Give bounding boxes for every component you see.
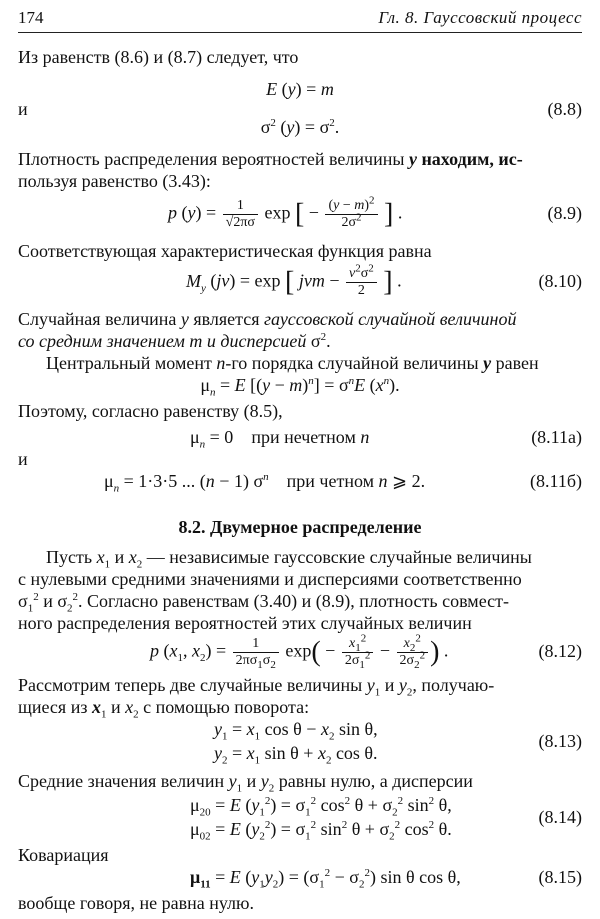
equation-odd-moment: $\mu_n = 0$ при нечетном n	[190, 427, 370, 451]
paragraph-line: Рассмотрим теперь две случайные величины $y_1$ и $y_2$, получаю-	[18, 675, 495, 699]
equation-number: (8.11a)	[531, 427, 582, 447]
paragraph-line: щиеся из $x_1$ и $x_2$ с помощью поворота:	[18, 697, 310, 721]
equation-rotation-1: $y_1 = x_1$ $\cos \theta - x_2$ sin θ,	[214, 719, 378, 743]
equation-number: (8.14)	[538, 807, 582, 827]
paragraph-line: Средние значения величин $y_1$ и $y_2$ равны нулю, а дисперсии	[18, 771, 473, 795]
equation-number: (8.9)	[547, 203, 582, 223]
conjunction: и	[18, 99, 28, 119]
equation-covariance: $\mu_{11} = E$ $(y_1y_2) = (\sigma_1^2 - \sigma_2^2)$ sin θ cos θ,	[190, 867, 461, 891]
paragraph-line: Ковариация	[18, 845, 109, 865]
equation-variance-20: $\mu_{20} = E$ $(y_1^2) = \sigma_1^2$ $\cos^2 \theta + \sigma_2^2$ $\sin^2 \theta$,	[190, 795, 452, 819]
paragraph-line: $\sigma_1^2$ и $\sigma_2^2$. Согласно равенствам (3.40) и (8.9), плотность совмест-	[18, 591, 509, 615]
equation-number: (8.12)	[538, 641, 582, 661]
paragraph-line: Случайная величина y является гауссовской случайной величиной	[18, 309, 517, 329]
paragraph-line: пользуя равенство (3.43):	[18, 171, 211, 191]
equation-density: p (y) = $\frac{1}{√2\pi\sigma}$ exp [ − $\frac{(y - m)^2}{2\sigma^2}$ ] .	[168, 194, 403, 230]
running-title: Гл. 8. Гауссовский процесс	[378, 8, 582, 27]
paragraph-line: Из равенств (8.6) и (8.7) следует, что	[18, 47, 299, 67]
equation-variance: $\sigma^2$ $(y) = \sigma^2$.	[260, 117, 340, 137]
running-header	[18, 8, 582, 33]
equation-number: (8.15)	[538, 867, 582, 887]
equation-number: (8.10)	[538, 271, 582, 291]
equation-mean: E (y) = m	[266, 79, 334, 99]
equation-joint-density: p ($x_1$, $x_2$) = $\frac{1}{2\pi\sigma_1\sigma_2}$ exp( − $\frac{x_1^2}{2\sigma_1^2}$ − $\frac{x_2^2}{2\sigma_2^2}$ ) .	[150, 632, 449, 671]
paragraph-line: с нулевыми средними значениями и дисперсиями соответственно	[18, 569, 522, 589]
paragraph-line: Плотность распределения вероятностей величины y находим, ис-	[18, 149, 523, 169]
paragraph-line: Пусть $x_1$ и $x_2$ — независимые гауссовские случайные величины	[46, 547, 532, 571]
paragraph-line: вообще говоря, не равна нулю.	[18, 893, 254, 913]
paragraph-line: Поэтому, согласно равенству (8.5),	[18, 401, 283, 421]
section-heading: 8.2. Двумерное распределение	[178, 517, 422, 537]
equation-char-function: $M_y$ (jv) = exp [ jvm − $\frac{v^2\sigma^2}{2}$ ] .	[186, 262, 402, 298]
paragraph-line: со средним значением m и дисперсией $\sigma^2$.	[18, 331, 331, 351]
equation-number: (8.8)	[547, 99, 582, 119]
page-number: 174	[18, 8, 44, 27]
conjunction: и	[18, 449, 28, 469]
equation-number: (8.13)	[538, 731, 582, 751]
paragraph-line: Соответствующая характеристическая функция равна	[18, 241, 432, 261]
equation-central-moment: $\mu_n = E$ $[(y - m)^n] = \sigma^nE$ $(x^n)$.	[200, 375, 400, 399]
paragraph-line: Центральный момент n-го порядка случайной величины y равен	[46, 353, 539, 373]
equation-number: (8.11б)	[530, 471, 582, 491]
paragraph-line: ного распределения вероятностей этих случайных величин	[18, 613, 472, 633]
equation-rotation-2: $y_2 = x_1$ $\sin \theta + x_2$ cos θ.	[214, 743, 378, 767]
equation-variance-02: $\mu_{02} = E$ $(y_2^2) = \sigma_1^2$ $\sin^2 \theta + \sigma_2^2$ $\cos^2 \theta$.	[190, 819, 452, 843]
equation-even-moment: $\mu_n = 1\cdot 3\cdot 5$ ... (n − 1) $\sigma^n$ при четном n ⩾ 2.	[104, 471, 426, 495]
